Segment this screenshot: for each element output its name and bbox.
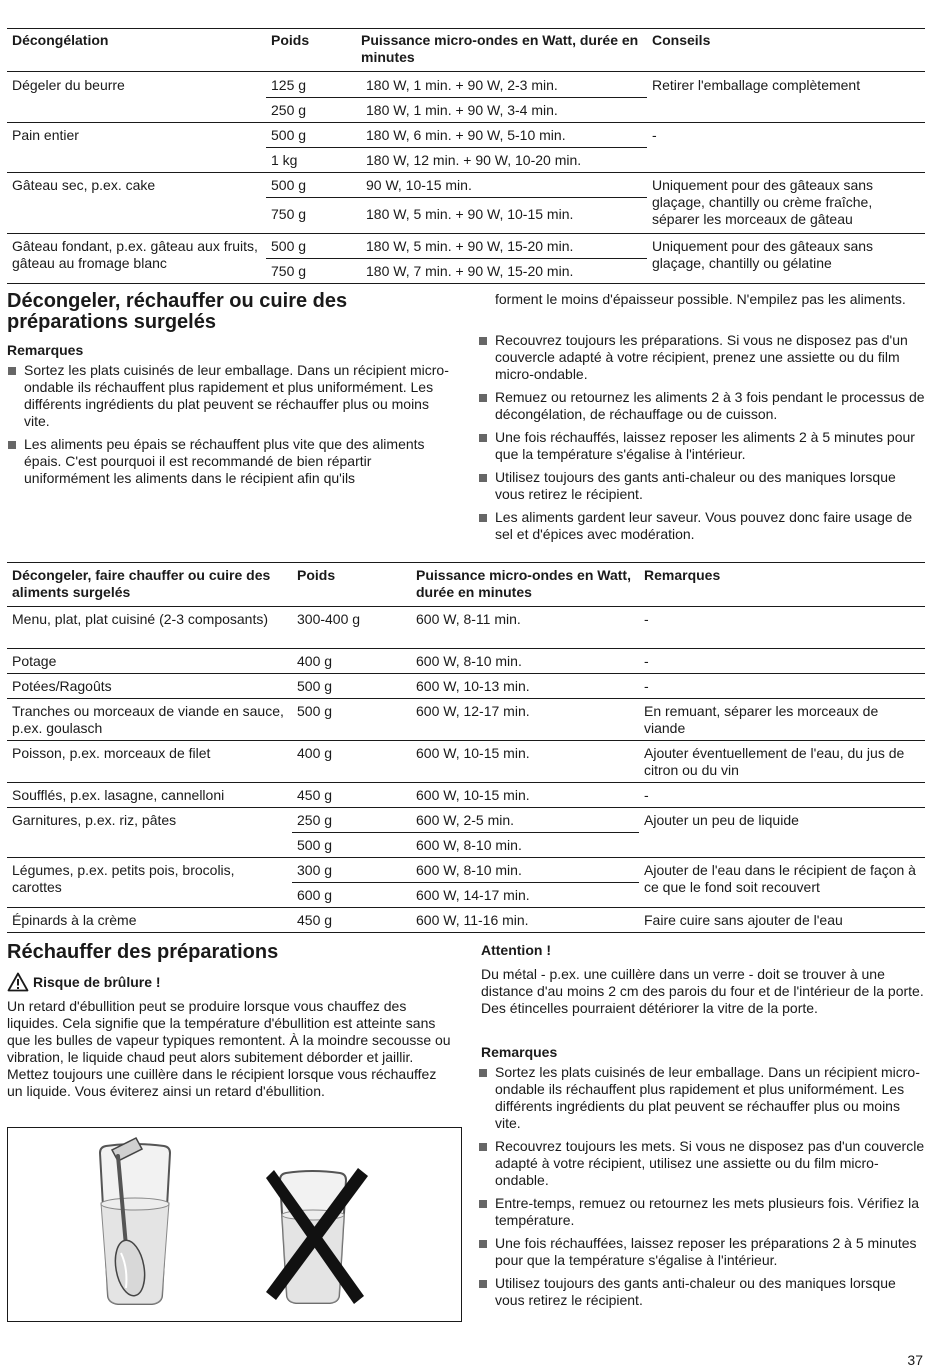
col-header: Poids: [297, 567, 336, 583]
weight-cell: 500 g: [297, 703, 333, 719]
weight-cell: 1 kg: [271, 152, 298, 168]
table-row: [7, 72, 925, 123]
list-item: Une fois réchauffées, laissez reposer les préparations 2 à 5 minutes pour que la température s'égalise à l'intérieur.: [478, 1235, 925, 1269]
remarks-list-right: [478, 332, 925, 549]
list-item: Utilisez toujours des gants anti-chaleur ou des maniques lorsque vous retirez le récipient.: [478, 1275, 925, 1309]
weight-cell: 500 g: [271, 238, 307, 254]
food-cell: Poisson, p.ex. morceaux de filet: [12, 745, 211, 761]
power-cell: 180 W, 7 min. + 90 W, 15-20 min.: [366, 263, 574, 279]
weight-cell: 250 g: [271, 102, 307, 118]
col-header: Conseils: [652, 32, 711, 48]
food-cell: Potées/Ragoûts: [12, 678, 112, 694]
food-cell: Menu, plat, plat cuisiné (2-3 composants): [12, 611, 269, 627]
table-row: [7, 173, 925, 234]
list-item: Entre-temps, remuez ou retournez les mets plusieurs fois. Vérifiez la température.: [478, 1195, 925, 1229]
section-title: Réchauffer des préparations: [7, 941, 279, 963]
col-header: Décongélation: [12, 32, 109, 48]
remark-cell: -: [644, 678, 649, 694]
weight-cell: 400 g: [297, 745, 333, 761]
list-item: Les aliments gardent leur saveur. Vous pouvez donc faire usage de sel et d'épices avec modération.: [478, 509, 925, 543]
food-cell: Légumes, p.ex. petits pois, brocolis, carottes: [12, 862, 235, 895]
list-item: Recouvrez toujours les mets. Si vous ne disposez pas d'un couvercle adapté à votre récipient, utilisez une assiette ou du film micro-ondable.: [478, 1138, 925, 1189]
glass-with-spoon-icon: [100, 1138, 170, 1304]
remark-cell: -: [644, 653, 649, 669]
weight-cell: 300-400 g: [297, 611, 361, 627]
list-item: Recouvrez toujours les préparations. Si vous ne disposez pas d'un couvercle adapté à votre récipient, prenez une assiette ou du film micro-ondable.: [478, 332, 925, 383]
table-row: [7, 741, 925, 783]
boiling-illustration: [7, 1127, 462, 1322]
power-cell: 600 W, 8-11 min.: [416, 611, 521, 627]
weight-cell: 600 g: [297, 887, 333, 903]
weight-cell: 450 g: [297, 787, 333, 803]
food-cell: Épinards à la crème: [12, 912, 137, 928]
power-cell: 600 W, 10-13 min.: [416, 678, 530, 694]
warning-text: Un retard d'ébullition peut se produire lorsque vous chauffez des liquides. Cela signifie que la température d'ébullition est atteinte sans que les bulles de vapeur typiques remontent. À la moindre secousse ou vibration, le liquide chaud peut alors subitement déborder et jaillir. Mettez toujours une cuillère dans le récipient lorsque vous réchauffez un liquide. Vous éviterez ainsi un retard d'ébullition.: [7, 998, 451, 1099]
power-cell: 600 W, 8-10 min.: [416, 862, 522, 878]
frozen-table: [7, 562, 925, 933]
power-cell: 180 W, 6 min. + 90 W, 5-10 min.: [366, 127, 566, 143]
col-header: Remarques: [644, 567, 721, 583]
power-cell: 600 W, 2-5 min.: [416, 812, 515, 828]
table-row: [7, 783, 925, 808]
weight-cell: 125 g: [271, 77, 307, 93]
weight-cell: 250 g: [297, 812, 333, 828]
list-item: Sortez les plats cuisinés de leur emballage. Dans un récipient micro-ondable ils réchauffent plus rapidement et plus uniformément. Les différents ingrédients du plat peuvent se réchauffer plus ou moins vite.: [7, 362, 455, 430]
table-row: [7, 607, 925, 649]
power-cell: 600 W, 8-10 min.: [416, 837, 522, 853]
section-title: Décongeler, réchauffer ou cuire des préparations surgelés: [7, 290, 348, 333]
attention-text: Du métal - p.ex. une cuillère dans un verre - doit se trouver à une distance d'au moins 2 cm des parois du four et de l'intérieur de la porte. Des étincelles pourraient détériorer la vitre de la porte.: [481, 966, 924, 1016]
remark-cell: -: [644, 787, 649, 803]
bullet-continuation: forment le moins d'épaisseur possible. N'empilez pas les aliments.: [495, 291, 906, 307]
power-cell: 180 W, 12 min. + 90 W, 10-20 min.: [366, 152, 582, 168]
col-header: Décongeler, faire chauffer ou cuire des aliments surgelés: [12, 567, 271, 600]
weight-cell: 450 g: [297, 912, 333, 928]
table-row: [7, 908, 925, 933]
remarks-list: [478, 1064, 925, 1315]
remarks-heading: Remarques: [7, 342, 84, 358]
power-cell: 180 W, 5 min. + 90 W, 15-20 min.: [366, 238, 574, 254]
power-cell: 600 W, 8-10 min.: [416, 653, 522, 669]
list-item: Une fois réchauffés, laissez reposer les aliments 2 à 5 minutes pour que la température s'égalise à l'intérieur.: [478, 429, 925, 463]
weight-cell: 500 g: [271, 177, 307, 193]
power-cell: 180 W, 5 min. + 90 W, 10-15 min.: [366, 206, 574, 222]
remark-cell: En remuant, séparer les morceaux de viande: [644, 703, 879, 736]
power-cell: 600 W, 12-17 min.: [416, 703, 530, 719]
tip-cell: Uniquement pour des gâteaux sans glaçage, chantilly ou gélatine: [652, 238, 874, 271]
power-cell: 90 W, 10-15 min.: [366, 177, 472, 193]
food-cell: Gâteau fondant, p.ex. gâteau aux fruits, gâteau au fromage blanc: [12, 238, 258, 271]
weight-cell: 500 g: [297, 837, 333, 853]
power-cell: 600 W, 10-15 min.: [416, 787, 530, 803]
power-cell: 600 W, 11-16 min.: [416, 912, 529, 928]
table-row: [7, 808, 925, 858]
food-cell: Soufflés, p.ex. lasagne, cannelloni: [12, 787, 225, 803]
remark-cell: -: [644, 611, 649, 627]
list-item: Les aliments peu épais se réchauffent plus vite que des aliments épais. C'est pourquoi il est recommandé de bien répartir uniformément les aliments dans le récipient afin qu'ils: [7, 436, 455, 487]
weight-cell: 500 g: [297, 678, 333, 694]
list-item: Sortez les plats cuisinés de leur emballage. Dans un récipient micro-ondable ils réchauffent plus rapidement et plus uniformément. Les différents ingrédients du plat peuvent se réchauffer plus ou moins vite.: [478, 1064, 925, 1132]
remark-cell: Ajouter éventuellement de l'eau, du jus de citron ou du vin: [644, 745, 905, 778]
table-row: [7, 674, 925, 699]
warning-triangle-icon: [7, 972, 29, 992]
crossed-out-glass-icon: [266, 1168, 368, 1304]
remarks-heading: Remarques: [481, 1044, 558, 1060]
power-cell: 180 W, 1 min. + 90 W, 3-4 min.: [366, 102, 558, 118]
table-row: [7, 123, 925, 173]
table-row: [7, 234, 925, 284]
warning-title: Risque de brûlure !: [33, 973, 161, 990]
food-cell: Gâteau sec, p.ex. cake: [12, 177, 156, 193]
col-header: Puissance micro-ondes en Watt, durée en minutes: [416, 567, 631, 600]
remark-cell: Ajouter un peu de liquide: [644, 812, 799, 828]
remark-cell: Faire cuire sans ajouter de l'eau: [644, 912, 843, 928]
weight-cell: 500 g: [271, 127, 307, 143]
col-header: Puissance micro-ondes en Watt, durée en minutes: [361, 32, 639, 65]
food-cell: Dégeler du beurre: [12, 77, 125, 93]
list-item: Utilisez toujours des gants anti-chaleur ou des maniques lorsque vous retirez le récipient.: [478, 469, 925, 503]
attention-heading: Attention !: [481, 942, 551, 958]
col-header: Poids: [271, 32, 310, 48]
warning-heading: [7, 972, 161, 992]
list-item: Remuez ou retournez les aliments 2 à 3 fois pendant le processus de décongélation, de réchauffage ou de cuisson.: [478, 389, 925, 423]
food-cell: Tranches ou morceaux de viande en sauce, p.ex. goulasch: [12, 703, 284, 736]
food-cell: Pain entier: [12, 127, 79, 143]
power-cell: 600 W, 10-15 min.: [416, 745, 530, 761]
weight-cell: 300 g: [297, 862, 333, 878]
defrost-table: [7, 28, 925, 284]
remark-cell: Ajouter de l'eau dans le récipient de façon à ce que le fond soit recouvert: [644, 862, 916, 895]
tip-cell: Uniquement pour des gâteaux sans glaçage, chantilly ou crème fraîche, séparer les morceaux de gâteau: [652, 177, 874, 227]
weight-cell: 750 g: [271, 263, 307, 279]
page-number: 37: [907, 1352, 923, 1368]
food-cell: Potage: [12, 653, 57, 669]
table-row: [7, 699, 925, 741]
tip-cell: -: [652, 127, 657, 143]
food-cell: Garnitures, p.ex. riz, pâtes: [12, 812, 177, 828]
tip-cell: Retirer l'emballage complètement: [652, 77, 861, 93]
weight-cell: 400 g: [297, 653, 333, 669]
power-cell: 180 W, 1 min. + 90 W, 2-3 min.: [366, 77, 558, 93]
power-cell: 600 W, 14-17 min.: [416, 887, 530, 903]
table-row: [7, 858, 925, 908]
remarks-list-left: [7, 362, 455, 493]
table-row: [7, 649, 925, 674]
weight-cell: 750 g: [271, 206, 307, 222]
